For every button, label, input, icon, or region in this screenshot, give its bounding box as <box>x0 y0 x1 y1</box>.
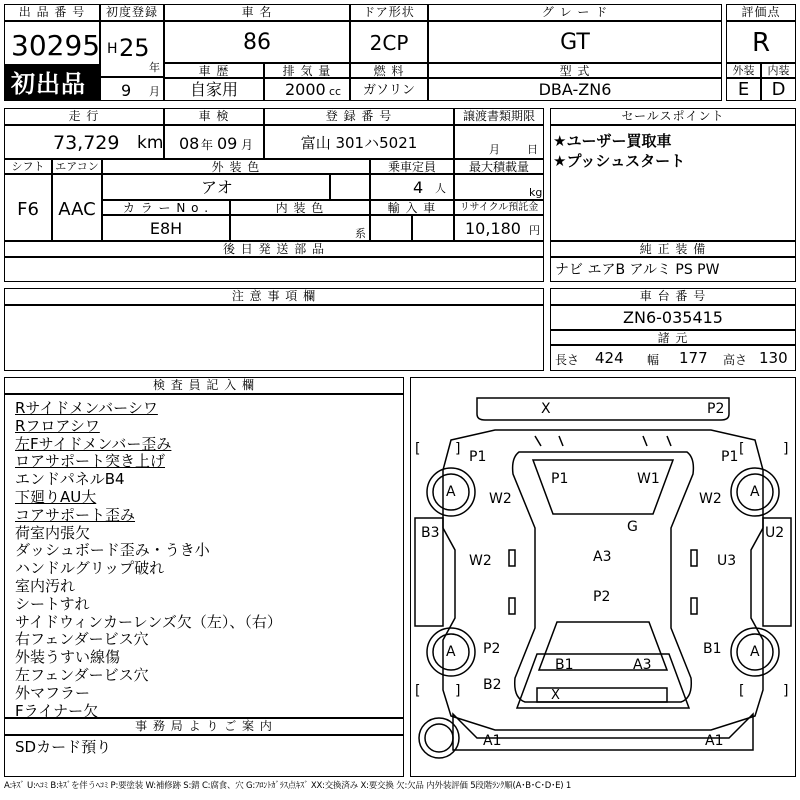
diag-left-side: B3 <box>421 525 440 541</box>
ext-color-value: アオ <box>201 178 233 197</box>
diag-bracket-fl-close: ] <box>455 683 461 699</box>
score-header: 評価点 <box>726 4 796 21</box>
car-outline-svg <box>411 378 795 776</box>
shift-cell <box>4 174 52 241</box>
reg-month: 9 <box>121 81 132 100</box>
inspector-note-item: 下廻りAU大 <box>15 488 97 506</box>
grade-value: GT <box>560 30 590 55</box>
diag-rear-left-w: W2 <box>489 491 512 507</box>
notes-header: 注 意 事 項 欄 <box>4 288 544 305</box>
inspector-note-item: エンドパネルB4 <box>15 470 125 489</box>
office-note: SDカード預り <box>15 738 112 756</box>
diag-right-door-u: U3 <box>717 553 737 569</box>
max-load-unit: kg <box>529 186 543 199</box>
diag-bracket-rl-close: ] <box>455 441 461 457</box>
grade-cell <box>428 21 722 63</box>
interior-cell <box>761 78 796 101</box>
inspector-note-item: Rフロアシワ <box>15 416 100 435</box>
insp-year-unit: 年 <box>201 138 214 152</box>
ext-color-header: 外 装 色 <box>102 159 370 174</box>
diag-hood-left: B1 <box>555 657 574 673</box>
diag-bracket-fr-open: [ <box>739 683 745 699</box>
inspector-note-item: 外マフラー <box>15 683 91 702</box>
diag-rear-glass-left: P1 <box>551 471 569 487</box>
length-label: 長さ <box>555 353 580 367</box>
ac-value: AAC <box>58 199 96 220</box>
diag-rear-left-tire: A <box>446 484 456 500</box>
reg-no-header: 登 録 番 号 <box>264 108 454 125</box>
genuine-value: ナビ エアB アルミ PS PW <box>555 262 720 278</box>
notes-cell <box>4 305 544 371</box>
sales-point-header: セールスポイント <box>550 108 796 125</box>
first-listing-label: 初出品 <box>11 70 86 98</box>
door-cell <box>350 21 428 63</box>
chassis-header: 車 台 番 号 <box>550 288 796 305</box>
diag-bracket-fr-close: ] <box>783 683 789 699</box>
shift-header: シフト <box>4 159 52 174</box>
int-color-cell <box>230 215 370 241</box>
ext-color-extra <box>330 174 370 200</box>
hood-shape <box>517 654 689 708</box>
max-load-header: 最大積載量 <box>454 159 544 174</box>
era: H <box>107 41 118 57</box>
diag-roof-p: P2 <box>593 589 611 605</box>
fuel-header: 燃 料 <box>350 63 428 78</box>
lot-no-cell <box>4 21 100 65</box>
office-cell <box>4 735 404 777</box>
width-label: 幅 <box>647 353 660 367</box>
model-type-value: DBA-ZN6 <box>538 80 612 99</box>
history-value: 自家用 <box>189 80 238 99</box>
displacement-header: 排 気 量 <box>264 63 350 78</box>
import-cell-a <box>370 215 412 241</box>
transfer-day: 日 <box>527 143 538 156</box>
diag-front-right-fender: B1 <box>703 641 722 657</box>
diag-front-left-tire: A <box>446 644 456 660</box>
inspection-header: 車 検 <box>164 108 264 125</box>
inspector-note-item: 左フェンダービス穴 <box>15 666 149 684</box>
first-reg-month-cell <box>100 77 164 101</box>
recycle-header: リサイクル預託金 <box>454 200 544 215</box>
inspector-note-item: 左Fサイドメンバー歪み <box>15 434 172 453</box>
capacity-cell <box>370 174 454 200</box>
diag-rear-right-corner: P2 <box>707 401 725 417</box>
inspector-note-item: 右フェンダービス穴 <box>15 630 149 649</box>
model-type-header: 型 式 <box>428 63 722 78</box>
diag-bracket-rl-open: [ <box>415 441 421 457</box>
chassis-cell <box>550 305 796 330</box>
recycle-unit: 円 <box>529 224 540 237</box>
diag-front-left-fender: P2 <box>483 641 501 657</box>
reg-no-value: 富山 301ハ5021 <box>300 134 418 152</box>
recycle-cell <box>454 215 544 241</box>
month-unit: 月 <box>149 85 160 98</box>
inspector-note-item: コアサポート歪み <box>15 505 136 524</box>
mileage-header: 走 行 <box>4 108 164 125</box>
inspector-notes <box>4 394 404 718</box>
year-unit: 年 <box>149 61 160 74</box>
lot-no-value: 30295 <box>11 29 101 62</box>
diag-hood-right: A3 <box>633 657 652 673</box>
diag-roof-a: A3 <box>593 549 612 565</box>
door-value: 2CP <box>369 31 409 55</box>
displacement-cell <box>264 78 350 101</box>
height-label: 高さ <box>723 353 748 367</box>
car-name-cell <box>164 21 350 63</box>
diag-rear-left-fender: P1 <box>469 449 487 465</box>
import-header: 輸 入 車 <box>370 200 454 215</box>
specs-cell <box>550 345 796 371</box>
transfer-cell <box>454 125 544 159</box>
ac-cell <box>52 174 102 241</box>
first-reg-header: 初度登録 <box>100 4 164 21</box>
inspector-note-item: 荷室内張欠 <box>15 523 91 542</box>
int-color-unit: 系 <box>355 227 366 240</box>
recycle-value: 10,180 <box>465 219 521 238</box>
inspector-note-item: ハンドルグリップ破れ <box>15 559 165 578</box>
diag-front-left-b: B2 <box>483 677 502 693</box>
grade-header: グ レ ー ド <box>428 4 722 21</box>
displacement-unit: cc <box>329 85 342 98</box>
color-no-header: カ ラ ー N o . <box>102 200 230 215</box>
first-listing-badge <box>4 65 100 101</box>
inspector-note-item: Fライナー欠 <box>15 701 99 720</box>
diag-rear-right-w: W2 <box>699 491 722 507</box>
diag-bracket-rr-close: ] <box>783 441 789 457</box>
genuine-header: 純 正 装 備 <box>550 241 796 257</box>
insp-year: 08 <box>179 134 200 153</box>
diag-front-right-tire: A <box>750 644 760 660</box>
sales-point-cell <box>550 125 796 241</box>
reg-no-cell <box>264 125 454 159</box>
diag-bracket-rr-open: [ <box>739 441 745 457</box>
interior-value: D <box>771 79 786 100</box>
mileage-unit: km <box>137 133 164 153</box>
office-header: 事 務 局 よ り ご 案 内 <box>4 718 404 735</box>
inspector-header: 検 査 員 記 入 欄 <box>4 377 404 394</box>
capacity-value: 4 <box>413 178 424 197</box>
chassis-value: ZN6-035415 <box>623 308 723 327</box>
insp-month-unit: 月 <box>241 138 254 152</box>
diag-front-bumper-left: A1 <box>483 733 502 749</box>
fuel-value: ガソリン <box>362 83 415 98</box>
height-value: 130 <box>759 349 788 367</box>
fuel-cell <box>350 78 428 101</box>
lot-no-header: 出 品 番 号 <box>4 4 100 21</box>
transfer-header: 譲渡書類期限 <box>454 108 544 125</box>
diag-right-side: U2 <box>765 525 785 541</box>
cabin-shape <box>513 452 694 702</box>
diag-rear-right-tire: A <box>750 484 760 500</box>
genuine-cell <box>550 257 796 282</box>
ext-color-cell <box>102 174 330 200</box>
ac-header: エアコン <box>52 159 102 174</box>
inspector-note-item: 外装うすい線傷 <box>15 648 121 667</box>
color-no-cell <box>102 215 230 241</box>
specs-header: 諸 元 <box>550 330 796 345</box>
exterior-cell <box>726 78 761 101</box>
insp-month: 09 <box>217 134 238 153</box>
diag-grille: X <box>551 688 560 703</box>
later-parts-header: 後 日 発 送 部 品 <box>4 241 544 257</box>
legend-text: A:ｷｽﾞ U:ﾍｺﾐ B:ｷｽﾞを伴うﾍｺﾐ P:要塗装 W:補修跡 S:錆 C:腐食、穴 G:ﾌﾛﾝﾄｶﾞﾗｽ点ｷｽﾞ XX:交換済み X:要交換 欠:欠品 内外装評価 5段階ﾗﾝｸ順(A･B･C･D･E) 1 <box>4 781 572 791</box>
transfer-month: 月 <box>489 143 500 156</box>
inspector-note-item: Rサイドメンバーシワ <box>15 399 158 417</box>
inspection-cell <box>164 125 264 159</box>
rear-bumper-shape <box>477 398 729 420</box>
car-name-header: 車 名 <box>164 4 350 21</box>
inspector-note-item: 室内汚れ <box>15 577 76 595</box>
diag-trunk: X <box>541 401 551 417</box>
history-cell <box>164 78 264 101</box>
inspector-note-item: サイドウィンカーレンズ欠（左）、（右） <box>15 612 282 631</box>
score-value: R <box>751 28 771 58</box>
car-name-value: 86 <box>243 30 271 55</box>
first-reg-cell <box>100 21 164 77</box>
exterior-header: 外装 <box>726 63 761 78</box>
diag-left-door-w: W2 <box>469 553 492 569</box>
inspector-note-item: シートすれ <box>15 594 90 613</box>
displacement-value: 2000 <box>285 80 326 99</box>
inspector-note-item: ロアサポート突き上げ <box>15 452 166 471</box>
color-no-value: E8H <box>149 219 183 238</box>
capacity-unit: 人 <box>435 182 446 195</box>
model-type-cell <box>428 78 722 101</box>
door-header: ドア形状 <box>350 4 428 21</box>
damage-diagram <box>410 377 796 777</box>
sales-point-2: ★プッシュスタート <box>553 152 686 170</box>
length-value: 424 <box>595 349 624 367</box>
rear-glass-shape <box>533 460 673 514</box>
diag-rear-glass-right: W1 <box>637 471 660 487</box>
mileage-cell <box>4 125 164 159</box>
diag-roof-g: G <box>627 519 638 535</box>
shift-value: F6 <box>17 199 39 220</box>
import-cell-b <box>412 215 454 241</box>
diag-front-bumper-right: A1 <box>705 733 724 749</box>
history-header: 車 歴 <box>164 63 264 78</box>
int-color-header: 内 装 色 <box>230 200 370 215</box>
max-load-cell <box>454 174 544 200</box>
width-value: 177 <box>679 349 708 367</box>
later-parts-cell <box>4 257 544 282</box>
diag-rear-right-fender: P1 <box>721 449 739 465</box>
interior-header: 内装 <box>761 63 796 78</box>
sales-point-1: ★ユーザー買取車 <box>553 132 672 150</box>
rear-deck-slats <box>535 436 671 446</box>
exterior-value: E <box>737 79 750 100</box>
reg-year: 25 <box>119 34 150 62</box>
score-cell <box>726 21 796 63</box>
capacity-header: 乗車定員 <box>370 159 454 174</box>
inspector-note-item: ダッシュボード歪み・うき小 <box>15 541 210 560</box>
diag-bracket-fl-open: [ <box>415 683 421 699</box>
mileage-value: 73,729 <box>53 132 120 154</box>
